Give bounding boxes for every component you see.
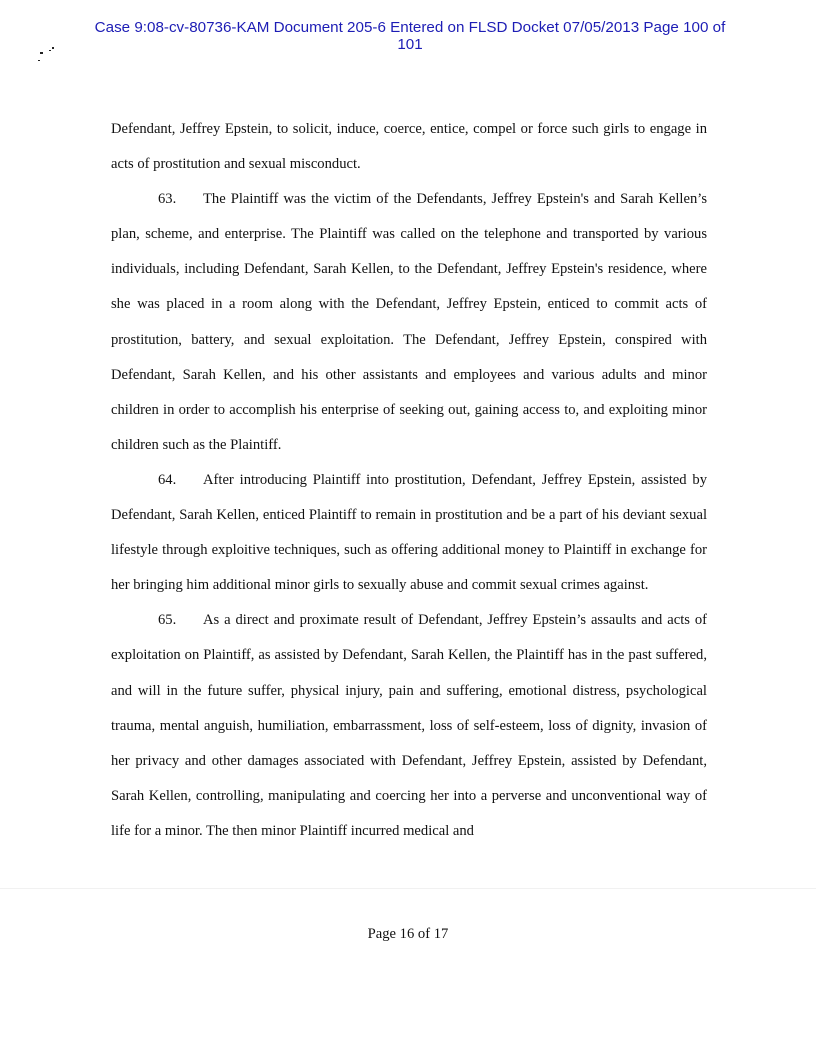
paragraph-64: [111, 463, 707, 603]
paragraph-number: 64.: [158, 471, 177, 488]
continuation-paragraph: Defendant, Jeffrey Epstein, to solicit, induce, coerce, entice, compel or force such girls to engage in acts of prostitution and sexual misconduct.: [111, 121, 707, 173]
docket-header-line-2: 101: [397, 36, 423, 53]
paragraph-text: As a direct and proximate result of Defendant, Jeffrey Epstein’s assaults and acts of exploitation on Plaintiff, as assisted by Defendant, Sarah Kellen, the Plaintiff has in the past suffered, and will in the future suffer, physical injury, pain and suffering, emotional distress, psychological trauma, mental anguish, humiliation, embarrassment, loss of self-esteem, loss of dignity, invasion of her privacy and other damages associated with Defendant, Jeffrey Epstein, assisted by Defendant, Sarah Kellen, controlling, manipulating and coercing her into a perverse and unconventional way of life for a minor. The then minor Plaintiff incurred medical and: [111, 612, 707, 839]
paragraph-number: 63.: [158, 191, 177, 208]
scan-speck: [49, 50, 51, 51]
paragraph-text: The Plaintiff was the victim of the Defendants, Jeffrey Epstein's and Sarah Kellen’s plan, scheme, and enterprise. The Plaintiff was called on the telephone and transported by various individuals, including Defendant, Sarah Kellen, to the Defendant, Jeffrey Epstein's residence, where she was placed in a room along with the Defendant, Jeffrey Epstein, enticed to commit acts of prostitution, battery, and sexual exploitation. The Defendant, Jeffrey Epstein, conspired with Defendant, Sarah Kellen, and his other assistants and employees and various adults and minor children in order to accomplish his enterprise of seeking out, gaining access to, and exploiting minor children such as the Plaintiff.: [111, 191, 707, 453]
scan-speck: [52, 47, 54, 49]
scan-speck: [38, 60, 40, 61]
paragraph-65: [111, 603, 707, 849]
paragraph-text: After introducing Plaintiff into prostitution, Defendant, Jeffrey Epstein, assisted by Defendant, Sarah Kellen, enticed Plaintiff to remain in prostitution and be a part of his deviant sexual lifestyle through exploitive techniques, such as offering additional money to Plaintiff in exchange for her bringing him additional minor girls to sexually abuse and commit sexual crimes against.: [111, 471, 707, 594]
paragraph-63: [111, 182, 707, 463]
scan-speck: [40, 52, 43, 54]
page-footer: Page 16 of 17: [367, 926, 449, 942]
paragraph-number: 65.: [158, 612, 177, 629]
docket-header: [40, 19, 780, 53]
document-body: [111, 112, 707, 849]
docket-header-line-1: Case 9:08-cv-80736-KAM Document 205-6 Entered on FLSD Docket 07/05/2013 Page 100 of: [94, 19, 726, 36]
scan-artifact-line: [0, 888, 816, 889]
